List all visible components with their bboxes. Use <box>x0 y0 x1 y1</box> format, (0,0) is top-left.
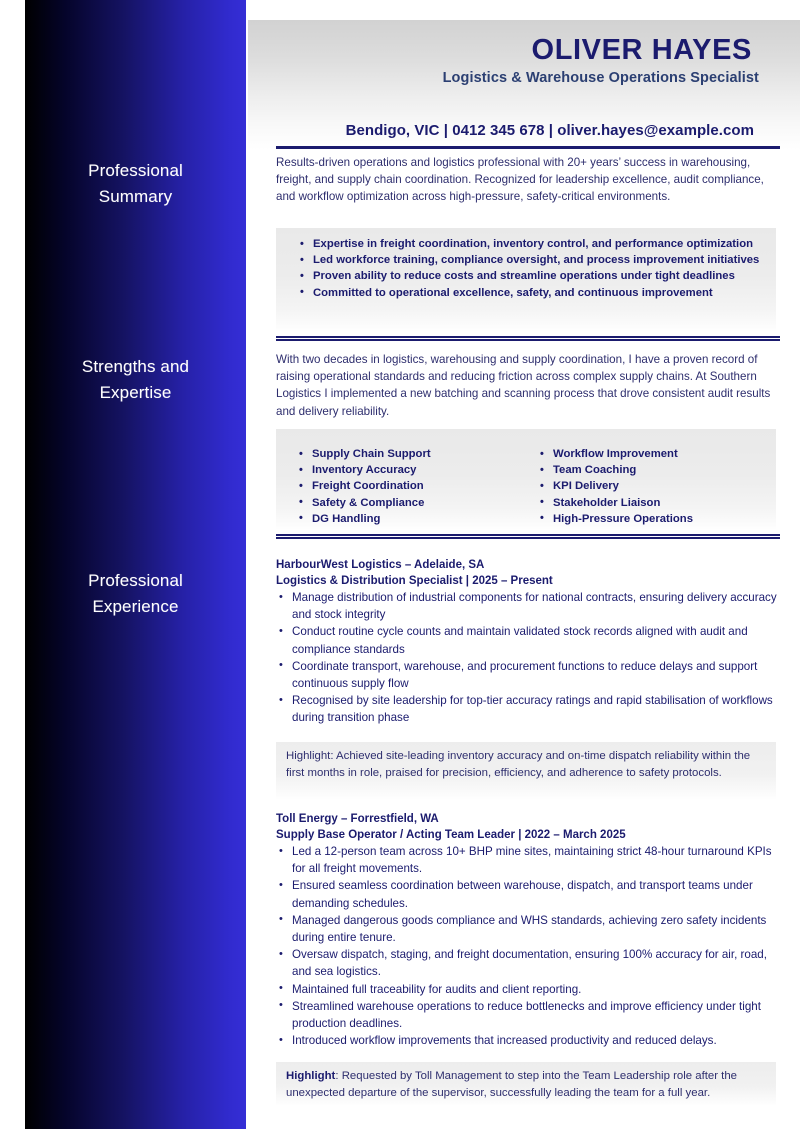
job-bullet-list <box>276 843 778 1049</box>
list-item: • Freight Coordination <box>296 478 537 494</box>
sidebar-gradient-panel <box>25 0 246 1129</box>
highlight-text-2 <box>286 1068 768 1102</box>
contact-line: Bendigo, VIC | 0412 345 678 | oliver.hayes@example.com <box>345 122 754 139</box>
list-item: • DG Handling <box>296 511 537 527</box>
list-item: • Conduct routine cycle counts and maintain validated stock records aligned with audit and compliance standards <box>276 623 778 657</box>
list-item: • Supply Chain Support <box>296 446 537 462</box>
job-company: Toll Energy – Forrestfield, WA <box>276 813 439 825</box>
list-item: • Maintained full traceability for audits and client reporting. <box>276 981 778 998</box>
divider-summary-end <box>276 336 780 341</box>
list-item: • KPI Delivery <box>537 478 778 494</box>
list-item: • Stakeholder Liaison <box>537 495 778 511</box>
highlight-body: Achieved site-leading inventory accuracy and on-time dispatch reliability within the first months in role, praised for precision, efficiency, and adherence to safety protocols. <box>286 750 751 780</box>
list-item: • Workflow Improvement <box>537 446 778 462</box>
job-company: HarbourWest Logistics – Adelaide, SA <box>276 559 485 571</box>
sidebar-heading-professional-experience <box>25 568 246 619</box>
skills-columns <box>296 446 778 527</box>
list-item: • Introduced workflow improvements that increased productivity and reduced delays. <box>276 1032 778 1049</box>
list-item: • Oversaw dispatch, staging, and freight documentation, ensuring 100% accuracy for air, road, and sea logistics. <box>276 946 778 980</box>
skills-column-right <box>537 446 778 527</box>
experience-entry-1 <box>276 557 778 727</box>
experience-entry-2 <box>276 811 778 1049</box>
list-item: • Led workforce training, compliance oversight, and process improvement initiatives <box>297 252 772 268</box>
list-item: • High-Pressure Operations <box>537 511 778 527</box>
skills-list-right <box>537 446 778 527</box>
summary-bullet-list <box>297 236 772 301</box>
skills-column-left <box>296 446 537 527</box>
job-role: Logistics & Distribution Specialist | 2025 – Present <box>276 575 553 587</box>
list-item: • Ensured seamless coordination between warehouse, dispatch, and transport teams under demanding schedules. <box>276 877 778 911</box>
summary-paragraph: Results-driven operations and logistics professional with 20+ years’ success in warehousing, freight, and supply chain coordination. Recognized for leadership excellence, audit compliance, and workflow optimization across high-pressure, safety-critical environments. <box>276 156 764 204</box>
sidebar-heading-strengths-expertise <box>25 354 246 405</box>
list-item: • Managed dangerous goods compliance and WHS standards, achieving zero safety incidents during entire tenure. <box>276 912 778 946</box>
list-item: • Safety & Compliance <box>296 495 537 511</box>
list-item: • Led a 12-person team across 10+ BHP mine sites, maintaining strict 48-hour turnaround KPIs for all freight movements. <box>276 843 778 877</box>
job-bullet-list <box>276 589 778 727</box>
sidebar-heading-line1: Professional <box>88 571 183 590</box>
highlight-label: Highlight <box>286 1070 336 1082</box>
strengths-paragraph: With two decades in logistics, warehousing and supply coordination, I have a proven record of raising operational standards and reducing friction across complex supply chains. At Southern Logistics I implemented a new batching and scanning process that drove consistent audit results and delivery reliability. <box>276 353 771 418</box>
divider-strengths-end <box>276 534 780 539</box>
list-item: • Coordinate transport, warehouse, and procurement functions to reduce delays and support continuous supply flow <box>276 658 778 692</box>
header-job-title: Logistics & Warehouse Operations Specialist <box>442 70 759 86</box>
list-item: • Streamlined warehouse operations to reduce bottlenecks and improve efficiency under tight production deadlines. <box>276 998 778 1032</box>
sidebar-heading-line1: Strengths and <box>81 357 190 376</box>
sidebar-heading-line2: Experience <box>92 596 179 616</box>
list-item: • Team Coaching <box>537 462 778 478</box>
highlight-label: Highlight: <box>286 750 334 762</box>
divider-under-contact <box>276 146 780 149</box>
page-title: OLIVER HAYES <box>531 34 752 66</box>
sidebar-heading-line2: Summary <box>98 186 173 206</box>
highlight-body: : Requested by Toll Management to step into the Team Leadership role after the unexpected departure of the supervisor, successfully leading the team for a full year. <box>286 1070 738 1100</box>
list-item: • Recognised by site leadership for top-tier accuracy ratings and rapid stabilisation of workflows during transition phase <box>276 692 778 726</box>
skills-list-left <box>296 446 537 527</box>
job-role: Supply Base Operator / Acting Team Leader | 2022 – March 2025 <box>276 829 626 841</box>
sidebar-heading-line2: Expertise <box>99 382 172 402</box>
list-item: • Proven ability to reduce costs and streamline operations under tight deadlines <box>297 268 772 284</box>
list-item: • Committed to operational excellence, safety, and continuous improvement <box>297 285 772 301</box>
highlight-text-1 <box>286 748 768 782</box>
list-item: • Expertise in freight coordination, inventory control, and performance optimization <box>297 236 772 252</box>
sidebar-heading-line1: Professional <box>88 161 183 180</box>
sidebar-heading-professional-summary <box>25 158 246 209</box>
list-item: • Inventory Accuracy <box>296 462 537 478</box>
list-item: • Manage distribution of industrial components for national contracts, ensuring delivery accuracy and stock integrity <box>276 589 778 623</box>
resume-content <box>248 0 800 1132</box>
